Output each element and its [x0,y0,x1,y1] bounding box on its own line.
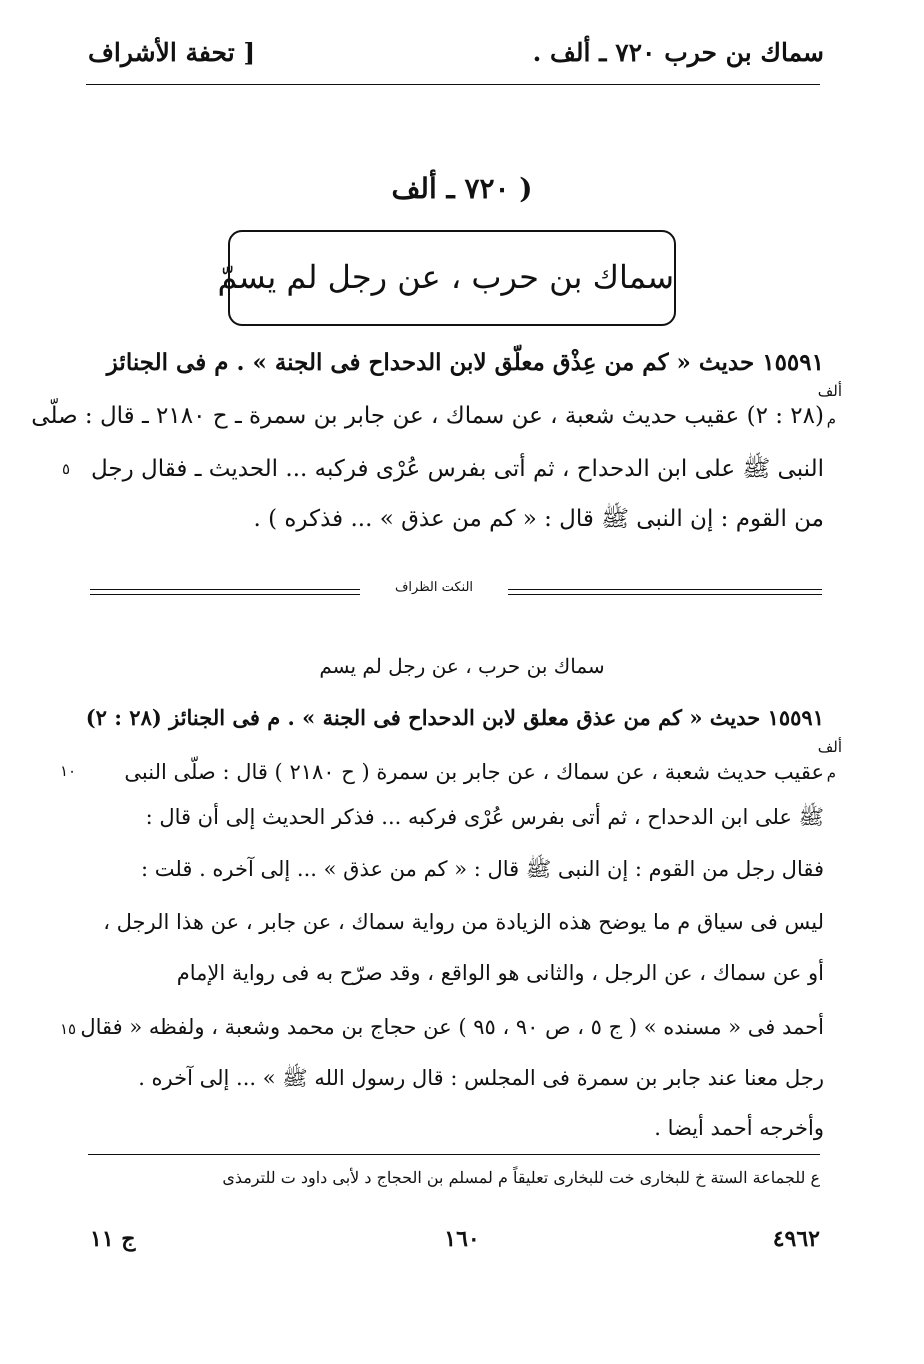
footer-serial-number: ٤٩٦٢ [772,1226,820,1252]
entry-line-3: النبى ﷺ على ابن الدحداح ، ثم أتى بفرس عُرْى فركبه ... الحديث ـ فقال رجل [91,456,824,482]
nukat-line-9: وأخرجه أحمد أيضا . [654,1116,824,1140]
nukat-line-5: ليس فى سياق م ما يوضح هذه الزيادة من رواية سماك ، عن جابر ، عن هذا الرجل ، [103,910,824,934]
divider-rule-left-b [90,594,360,595]
margin-mim: م [826,410,836,428]
margin-line-number-15: ١٥ [60,1020,77,1038]
nukat-line-2: عقيب حديث شعبة ، عن سماك ، عن جابر بن سمرة ( ح ٢١٨٠ ) قال : صلّى النبى [124,760,824,784]
margin-alif: ألف [817,382,842,400]
section-title: سماك بن حرب ، عن رجل لم يسمّ [217,258,674,296]
section-title-box [217,230,676,326]
entry-line-1: ١٥٥٩١ حديث « كم من عِذْق معلّق لابن الدحداح فى الجنة » . م فى الجنائز [106,349,824,376]
nukat-margin-alif: ألف [817,738,842,756]
nukat-line-8: رجل معنا عند جابر بن سمرة فى المجلس : قال رسول الله ﷺ » ... إلى آخره . [138,1066,824,1090]
margin-line-number-5: ٥ [62,460,71,478]
header-rule [86,84,820,85]
page-number: ١٦٠ [444,1226,480,1252]
abbrev-rule [88,1154,820,1155]
nukat-margin-mim: م [826,764,836,782]
divider-rule-left-a [90,589,360,590]
divider-label: النكت الظراف [394,580,474,595]
margin-line-number-10: ١٠ [60,762,77,780]
divider-rule-right-b [508,594,822,595]
entry-line-4: من القوم : إن النبى ﷺ قال : « كم من عذق » ... فذكره ) . [253,506,824,532]
running-header-right: سماك بن حرب ۷۲۰ ـ ألف . [532,38,824,67]
running-header-left: [ تحفة الأشراف [88,38,256,67]
nukat-line-4: فقال رجل من القوم : إن النبى ﷺ قال : « كم من عذق » ... إلى آخره . قلت : [141,857,824,881]
nukat-line-7: أحمد فى « مسنده » ( ج ٥ ، ص ٩٠ ، ٩٥ ) عن حجاج بن محمد وشعبة ، ولفظه « فقال [80,1015,824,1039]
divider-rule-right-a [508,589,822,590]
nukat-line-6: أو عن سماك ، عن الرجل ، والثانى هو الواقع ، وقد صرّح به فى رواية الإمام [176,961,824,985]
entry-line-2: (٢٨ : ٢) عقيب حديث شعبة ، عن سماك ، عن جابر بن سمرة ـ ح ٢١٨٠ ـ قال : صلّى [31,403,824,429]
abbreviations-key: ع للجماعة الستة خ للبخارى خت للبخارى تعليقاً م لمسلم بن الحجاج د لأبى داود ت للترمذى [222,1168,820,1187]
nukat-subtitle: سماك بن حرب ، عن رجل لم يسم [319,654,605,678]
volume-number: ج ١١ [90,1226,136,1252]
nukat-line-3: ﷺ على ابن الدحداح ، ثم أتى بفرس عُرْى فركبه ... فذكر الحديث إلى أن قال : [145,805,824,829]
section-number-heading: ( ۷۲۰ ـ ألف [391,172,533,205]
nukat-line-1: ١٥٥٩١ حديث « كم من عذق معلق لابن الدحداح فى الجنة » . م فى الجنائز (٢٨ : ٢) [85,705,824,730]
